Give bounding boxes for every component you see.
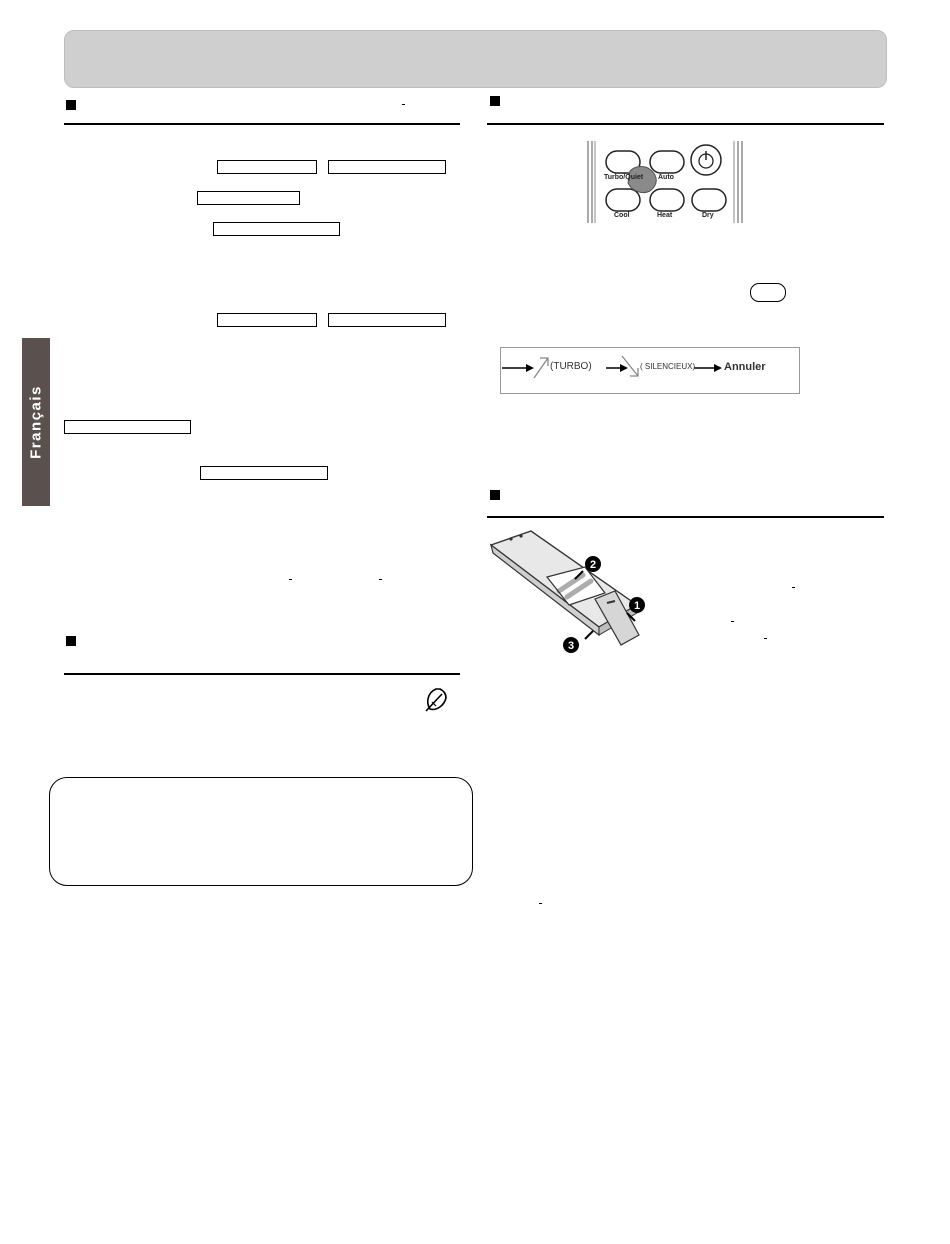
section-bullet — [66, 636, 76, 646]
section-rule — [64, 123, 460, 125]
dash-mark — [539, 903, 542, 904]
dash-mark — [731, 621, 734, 622]
section-bullet — [66, 100, 76, 110]
step-1-number: 1 — [633, 600, 641, 612]
auto-button: Auto — [658, 174, 674, 181]
label-box — [64, 420, 191, 434]
sequence-cancel: Annuler — [724, 361, 766, 373]
language-tab-label: Français — [27, 385, 45, 459]
dash-mark — [379, 579, 382, 580]
dash-mark — [764, 638, 767, 639]
label-box — [197, 191, 300, 205]
label-box — [328, 313, 446, 327]
step-2-number: 2 — [589, 559, 597, 571]
language-tab — [22, 338, 50, 506]
battery-replacement-illustration — [487, 527, 655, 655]
sequence-silent: ( SILENCIEUX) — [640, 362, 696, 371]
leaf-icon — [422, 686, 450, 716]
label-box — [217, 160, 317, 174]
dry-button: Dry — [702, 212, 714, 219]
step-3-number: 3 — [567, 640, 575, 652]
turbo-quiet-button: Turbo/Quiet — [604, 174, 644, 181]
label-box — [328, 160, 446, 174]
label-box — [217, 313, 317, 327]
dash-mark — [289, 579, 292, 580]
section-rule — [487, 123, 884, 125]
section-rule — [487, 516, 884, 518]
section-bullet — [490, 96, 500, 106]
note-box — [49, 777, 473, 886]
cool-button: Cool — [614, 212, 630, 219]
dash-mark — [792, 587, 795, 588]
section-rule — [64, 673, 460, 675]
heat-button: Heat — [657, 212, 673, 219]
header-banner — [64, 30, 887, 88]
label-box — [200, 466, 328, 480]
dash-mark — [402, 104, 405, 105]
section-bullet — [490, 490, 500, 500]
label-box — [213, 222, 340, 236]
inline-button-icon — [750, 283, 786, 302]
sequence-turbo: (TURBO) — [550, 361, 592, 372]
